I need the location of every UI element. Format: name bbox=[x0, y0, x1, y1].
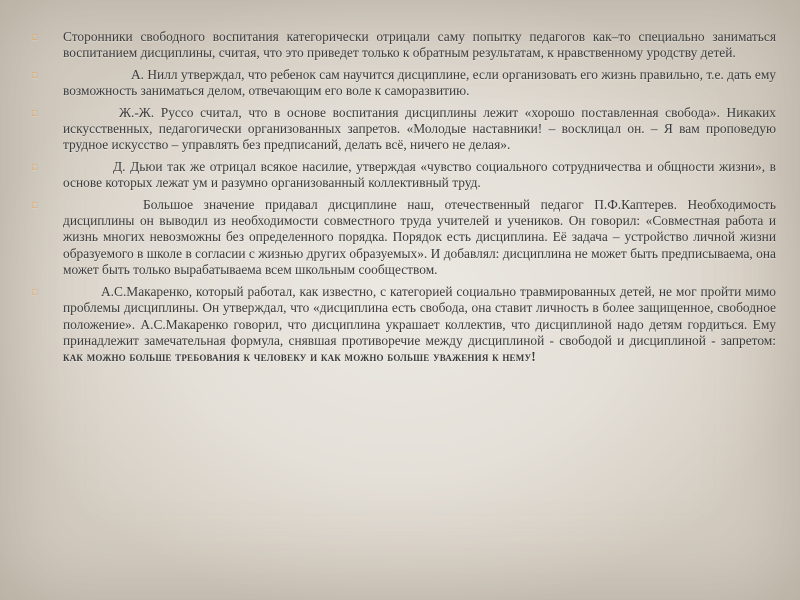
paragraph-dewey bbox=[30, 159, 776, 192]
makarenko-formula: как можно больше требования к человеку и как можно больше уважения к нему bbox=[63, 349, 532, 365]
bullet-icon: □ bbox=[32, 107, 38, 118]
paragraph-text: Сторонники свободного воспитания категорически отрицали саму попытку педагогов как–то специально заниматься воспитанием дисциплины, считая, что это приведет только к обратным результатам, к нравственному уродству детей. bbox=[63, 29, 776, 61]
bullet-icon: □ bbox=[32, 199, 38, 210]
bullet-icon: □ bbox=[32, 286, 38, 297]
slide-content bbox=[30, 29, 776, 371]
paragraph-neill bbox=[30, 67, 776, 100]
paragraph-text: А.С.Макаренко, который работал, как известно, с категорией социально травмированных детей, не мог пройти мимо проблемы дисциплины. Он утверждал, что «дисциплина есть свобода, она ставит личность в более защищенное, свободное положение». А.С.Макаренко говорил, что дисциплина украшает коллектив, что дисциплиной надо детям гордиться. Ему принадлежит замечательная формула, снявшая противоречие между дисциплиной - свободой и дисциплиной - запретом: bbox=[63, 283, 776, 348]
bullet-icon: □ bbox=[32, 161, 38, 172]
bullet-icon: □ bbox=[32, 69, 38, 80]
bullet-icon: □ bbox=[32, 32, 38, 42]
paragraph-text: Ж.-Ж. Руссо считал, что в основе воспитания дисциплины лежит «хорошо поставленная свобода». Никаких искусственных, педагогически организованных запретов. «Молодые наставники! – восклицал он. – Я вам проповедую трудное искусство – управлять без предписаний, делать всё, ничего не делая». bbox=[63, 104, 776, 153]
paragraph-kapterev bbox=[30, 197, 776, 279]
makarenko-formula-end: ! bbox=[531, 349, 536, 365]
paragraph-text: Большое значение придавал дисциплине наш, отечественный педагог П.Ф.Каптерев. Необходимость дисциплины он выводил из необходимости совместного труда учителей и учеников. Он говорил: «Совместная работа и жизнь многих невозможны без определенного порядка. Порядок есть дисциплина. Её задача – устройство личной жизни образуемого в школе в согласии с жизнью других образуемых». И добавлял: дисциплина не может быть предписываема, она может быть только вырабатываема всем школьным сообществом. bbox=[63, 196, 776, 278]
paragraph-rousseau bbox=[30, 105, 776, 154]
paragraph-text: А. Нилл утверждал, что ребенок сам научится дисциплине, если организовать его жизнь правильно, т.е. дать ему возможность заниматься делом, отвечающим его воле к саморазвитию. bbox=[63, 66, 776, 99]
paragraph-text: Д. Дьюи так же отрицал всякое насилие, утверждая «чувство социального сотрудничества и общности жизни», в основе которых лежат ум и разумно организованный коллективный труд. bbox=[63, 158, 776, 191]
paragraph-free-upbringing bbox=[30, 29, 776, 62]
paragraph-makarenko bbox=[30, 284, 776, 366]
